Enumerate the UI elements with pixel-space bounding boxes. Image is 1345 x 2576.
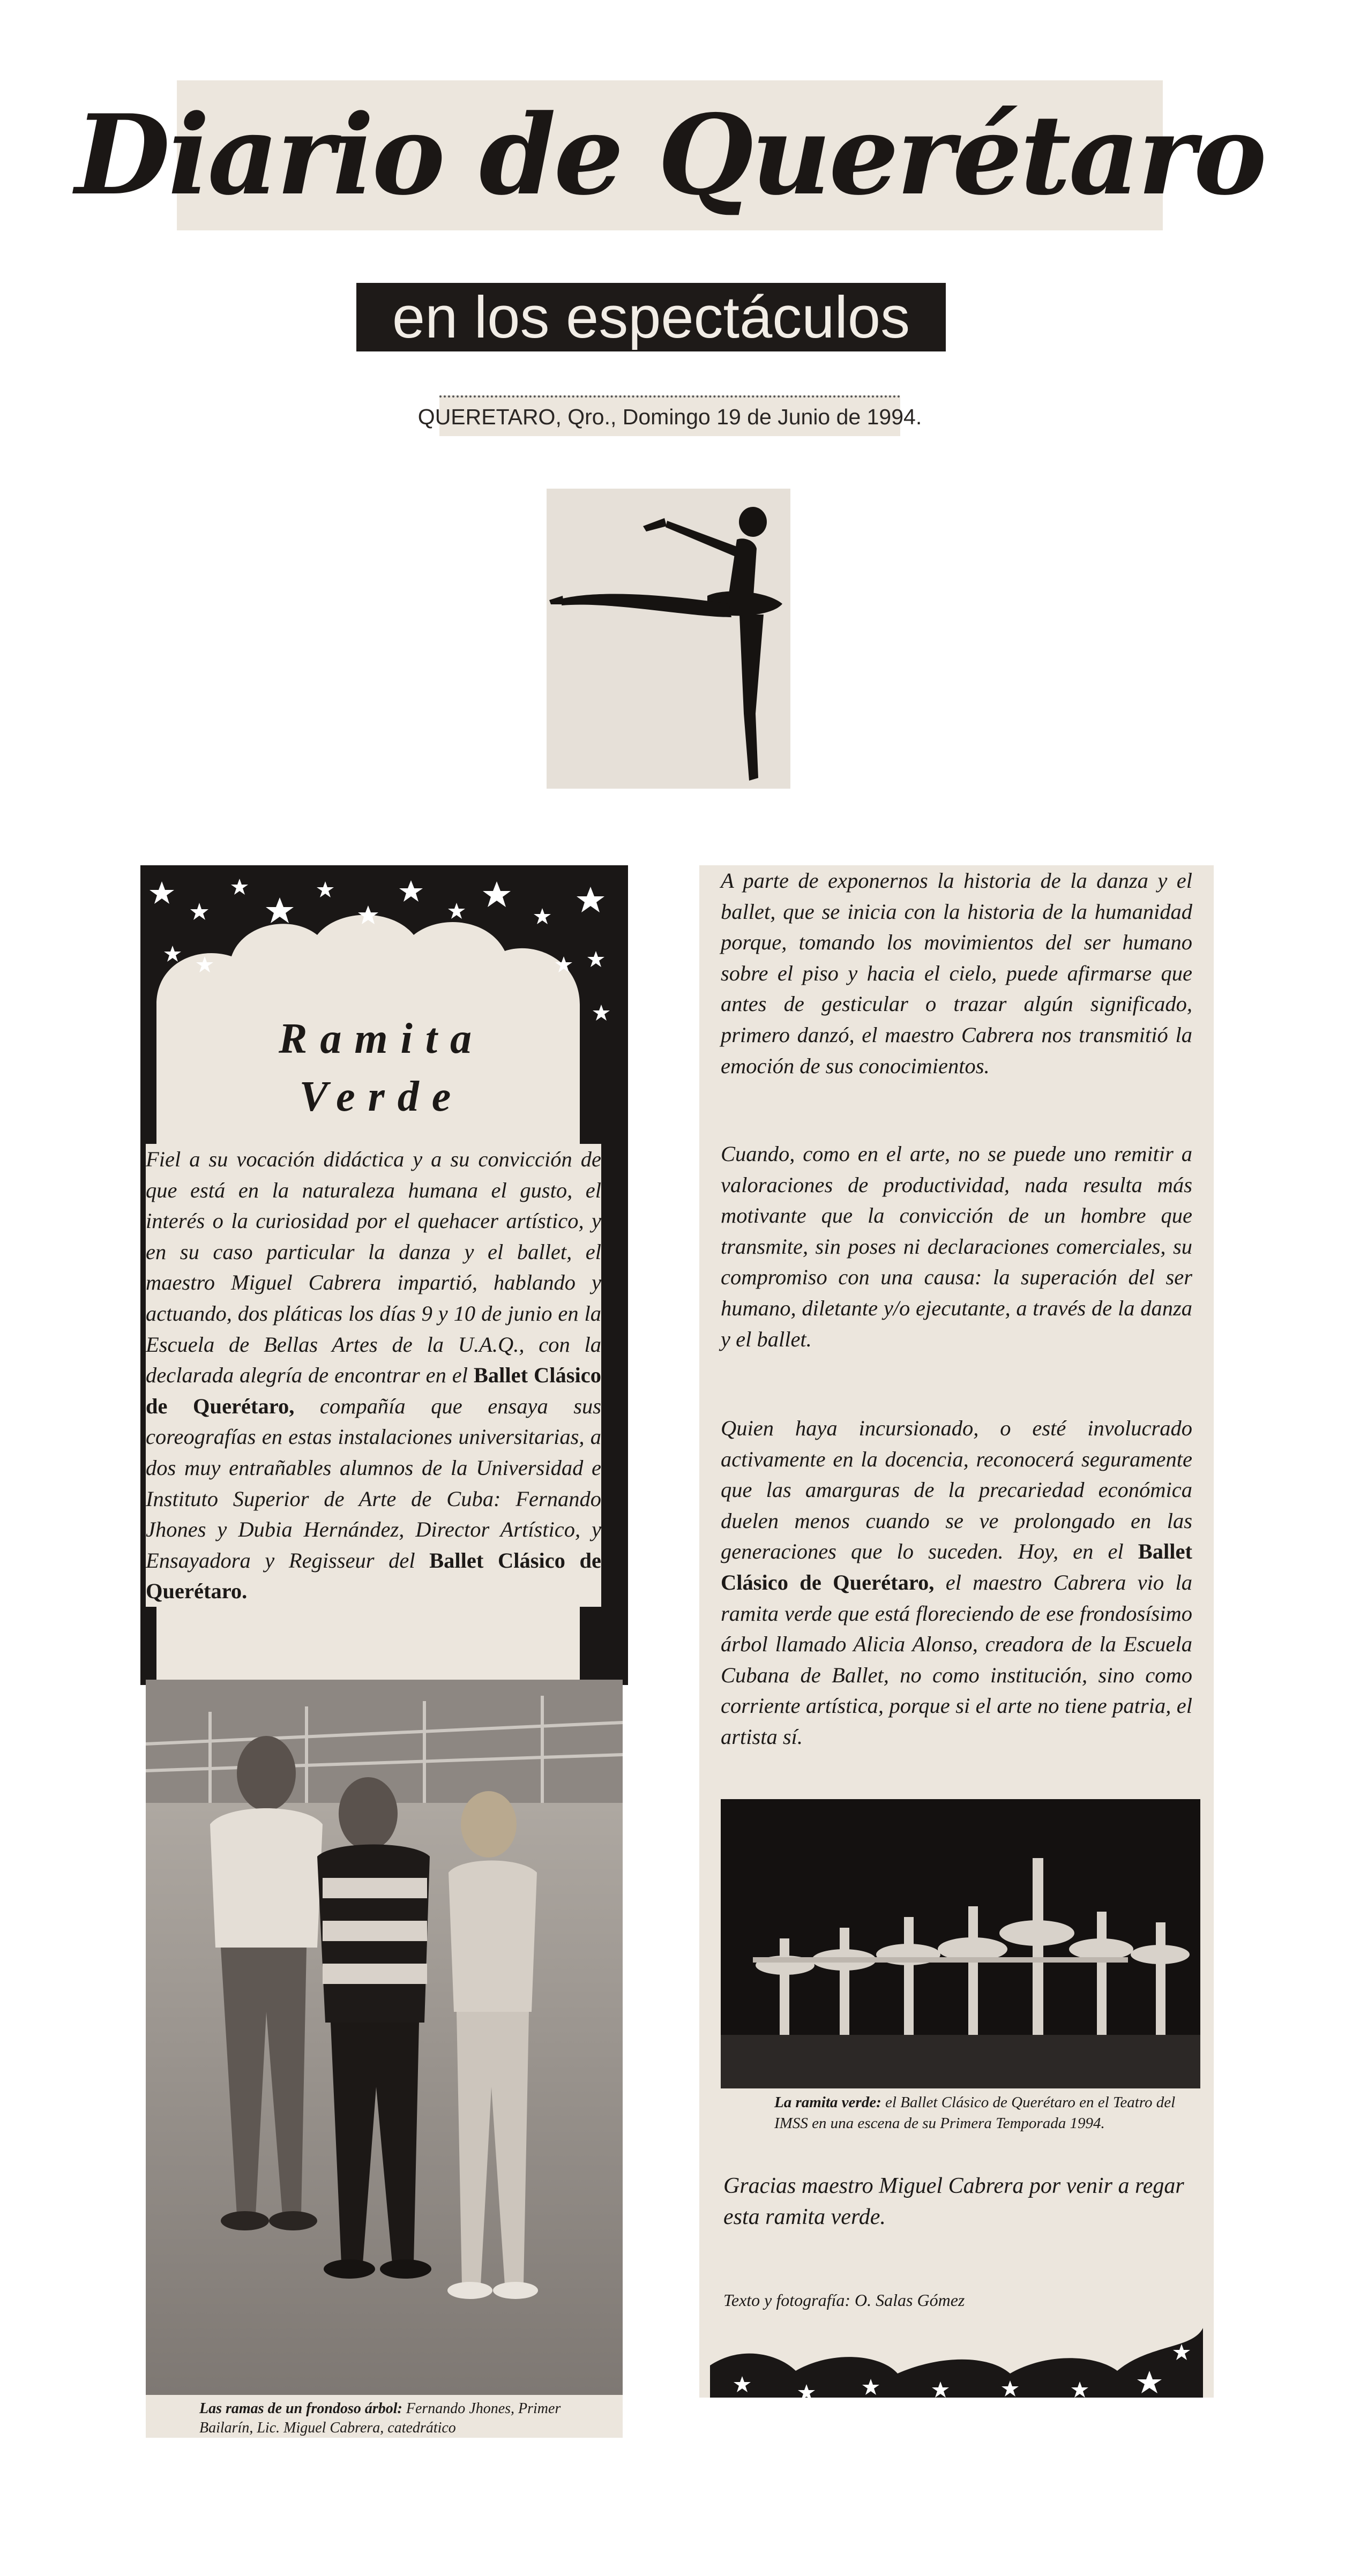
p3-text-before: Quien haya incursionado, o esté involucrado activamente en la docencia, reconocerá seguramente que las amarguras de la precariedad económica duelen menos cuando se ve prolongado en las generaciones que lo suceden. Hoy, en el xyxy=(721,1416,1192,1564)
closing-line: Gracias maestro Miguel Cabrera por venir a regar esta ramita verde. xyxy=(723,2174,1184,2229)
title-line-1: Ramita xyxy=(278,1015,485,1062)
photo-three-people xyxy=(146,1680,623,2395)
paragraph-history: A parte de exponernos la historia de la danza y el ballet, que se inicia con la historia de la humanidad porque, tomando los movimientos del ser humano sobre el piso y hacia el cielo, puede afirmarse que antes de gesticular o trazar algún significado, primero danzó, el maestro Cabrera nos transmitió la emoción de sus conocimientos. xyxy=(721,868,1192,1078)
newspaper-title: Diario de Querétaro xyxy=(74,91,1265,220)
ballerina-icon xyxy=(547,489,790,789)
article-left-column xyxy=(140,865,628,2438)
caption-left-text: Fernando Jhones, Primer Bailarín, Lic. Miguel Cabrera, catedrático xyxy=(199,2400,561,2436)
photo-caption-right xyxy=(774,2092,1182,2134)
caption-right-title: La ramita verde: xyxy=(774,2094,881,2111)
masthead xyxy=(74,80,1265,230)
p3-company: Ballet Clásico de Querétaro, xyxy=(721,1539,1192,1594)
caption-right-text: el Ballet Clásico de Querétaro en el Teatro del IMSS en una escena de su Primera Temporada 1994. xyxy=(774,2094,1176,2132)
dateline: QUERETARO, Qro., Domingo 19 de Junio de 1994. xyxy=(439,395,900,436)
photo-ballet-stage xyxy=(721,1799,1200,2088)
stars-border-bottom xyxy=(710,2312,1203,2398)
intro-text-before: Fiel a su vocación didáctica y a su convicción de que está en la naturaleza humana el gusto, el interés o la curiosidad por el quehacer artístico, y en su caso particular la danza y el ballet, el maestro Miguel Cabrera impartió, hablando y actuando, dos pláticas los días 9 y 10 de junio en la Escuela de Bellas Artes de la U.A.Q., con la declarada alegría de encontrar en el xyxy=(146,1147,601,1388)
photo-credit: Texto y fotografía: O. Salas Gómez xyxy=(723,2290,965,2310)
article-title xyxy=(173,1010,591,1126)
paragraph-conviction: Cuando, como en el arte, no se puede uno remitir a valoraciones de productividad, nada resulta más motivante que la convicción de un hombre que transmite, sin poses ni declaraciones comerciales, su compromiso con una causa: la superación del ser humano, diletante y/o ejecutante, a través de la danza y el ballet. xyxy=(721,1142,1192,1351)
ballerina-silhouette xyxy=(547,489,790,789)
section-label: en los espectáculos xyxy=(356,283,946,351)
title-line-2: Verde xyxy=(299,1073,464,1120)
article-right-column xyxy=(699,865,1214,2398)
intro-company: Ballet Clásico de Querétaro, xyxy=(146,1363,601,1418)
paragraph-teaching xyxy=(721,1413,1192,1753)
caption-left-title: Las ramas de un frondoso árbol: xyxy=(199,2400,402,2417)
intro-text-middle: compañía que ensaya sus coreografías en estas instalaciones universitarias, a dos muy entrañables alumnos de la Universidad e Instituto Superior de Arte de Cuba: Fernando Jhones y Dubia Hernández, Director Artístico, y Ensayadora y Regisseur del xyxy=(146,1394,602,1572)
stars-frame xyxy=(140,865,628,1685)
intro-company-end: Ballet Clásico de Querétaro. xyxy=(146,1548,601,1604)
intro-paragraph xyxy=(146,1144,601,1607)
p3-text-after: el maestro Cabrera vio la ramita verde que está floreciendo de ese frondosísimo árbol llamado Alicia Alonso, creadora de la Escuela Cubana de Ballet, no como institución, sino como corriente artística, porque si el arte no tiene patria, el artista sí. xyxy=(721,1570,1192,1749)
photo-caption-left xyxy=(146,2395,623,2438)
